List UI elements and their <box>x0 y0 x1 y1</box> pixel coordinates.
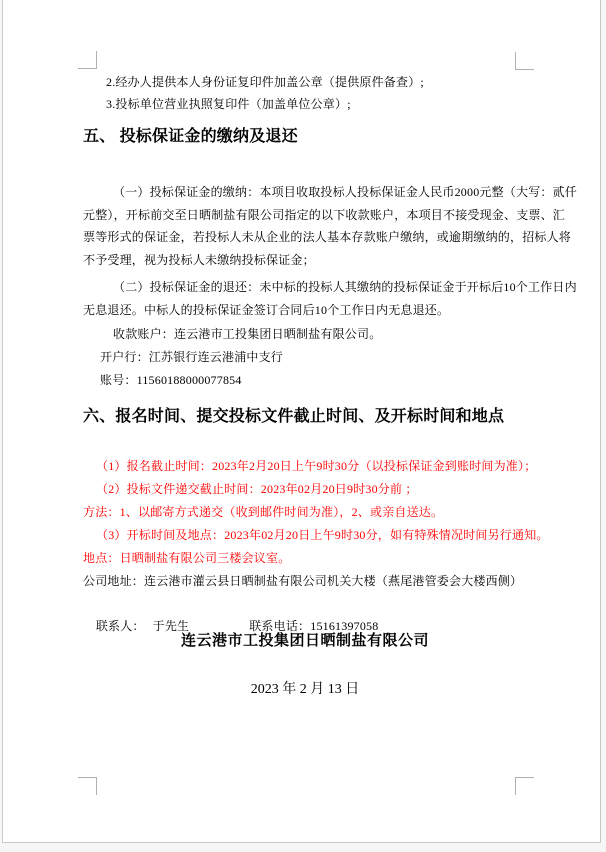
phone-label: 联系电话： <box>249 619 311 633</box>
text-boundary-mark-bottom-right <box>515 777 534 795</box>
red-notice-line-opening-time: （3）开标时间及地点：2023年02月20日上午9时30分，如有特殊情况时间另行通知。 <box>96 527 549 542</box>
signature-company-name: 连云港市工投集团日晒制盐有限公司 <box>180 633 429 649</box>
prelude-line-2: 2.经办人提供本人身份证复印件加盖公章（提供原件备查）; <box>106 75 424 89</box>
document-page <box>2 0 601 843</box>
para2-line: （二）投标保证金的退还：未中标的投标人其缴纳的投标保证金于开标后10个工作日内 <box>113 280 577 294</box>
para1-line: 票等形式的保证金，若投标人未从企业的法人基本存款账户缴纳，或逾期缴纳的，招标人将 <box>83 230 572 244</box>
red-notice-line-signup-deadline: （1）报名截止时间：2023年2月20日上午9时30分（以投标保证金到账时间为准）； <box>96 458 537 473</box>
red-notice-line-method: 方法：1、以邮寄方式递交（收到邮件时间为准），2、或亲自送达。 <box>83 504 444 519</box>
signature-date: 2023 年 2 月 13 日 <box>250 682 360 697</box>
section5-heading: 五、 投标保证金的缴纳及退还 <box>83 128 298 145</box>
section6-heading: 六、报名时间、提交投标文件截止时间、及开标时间和地点 <box>83 408 505 425</box>
para1-line: 元整），开标前交至日晒制盐有限公司指定的以下收款账户，本项目不接受现金、支票、汇 <box>83 207 566 222</box>
text-boundary-mark-top-right <box>515 52 534 70</box>
bank-line: 开户行：江苏银行连云港浦中支行 <box>100 349 284 364</box>
contact-name: 于先生 <box>152 619 190 633</box>
prelude-line-3: 3.投标单位营业执照复印件（加盖单位公章）; <box>106 97 351 111</box>
para1-line: 不予受理，视为投标人未缴纳投标保证金； <box>83 252 315 267</box>
phone-number: 15161397058 <box>310 619 379 633</box>
contact-label: 联系人： <box>95 619 145 633</box>
text-boundary-mark-top-left <box>78 51 97 69</box>
account-number-line: 账号：11560188000077854 <box>100 372 242 387</box>
para2-line: 无息退还。中标人的投标保证金签订合同后10个工作日内无息退还。 <box>83 303 450 317</box>
red-notice-line-submit-deadline: （2）投标文件递交截止时间：2023年02月20日9时30分前 ； <box>96 481 418 496</box>
text-boundary-mark-bottom-left <box>78 777 97 795</box>
red-notice-line-location: 地点：日晒制盐有限公司三楼会议室。 <box>83 550 291 565</box>
company-address-line: 公司地址：连云港市灌云县日晒制盐有限公司机关大楼（燕尾港管委会大楼西侧） <box>83 574 523 588</box>
account-name-line: 收款账户：连云港市工投集团日晒制盐有限公司。 <box>113 327 382 341</box>
para1-line: （一）投标保证金的缴纳：本项目收取投标人投标保证金人民币2000元整（大写：贰仟 <box>113 185 578 199</box>
